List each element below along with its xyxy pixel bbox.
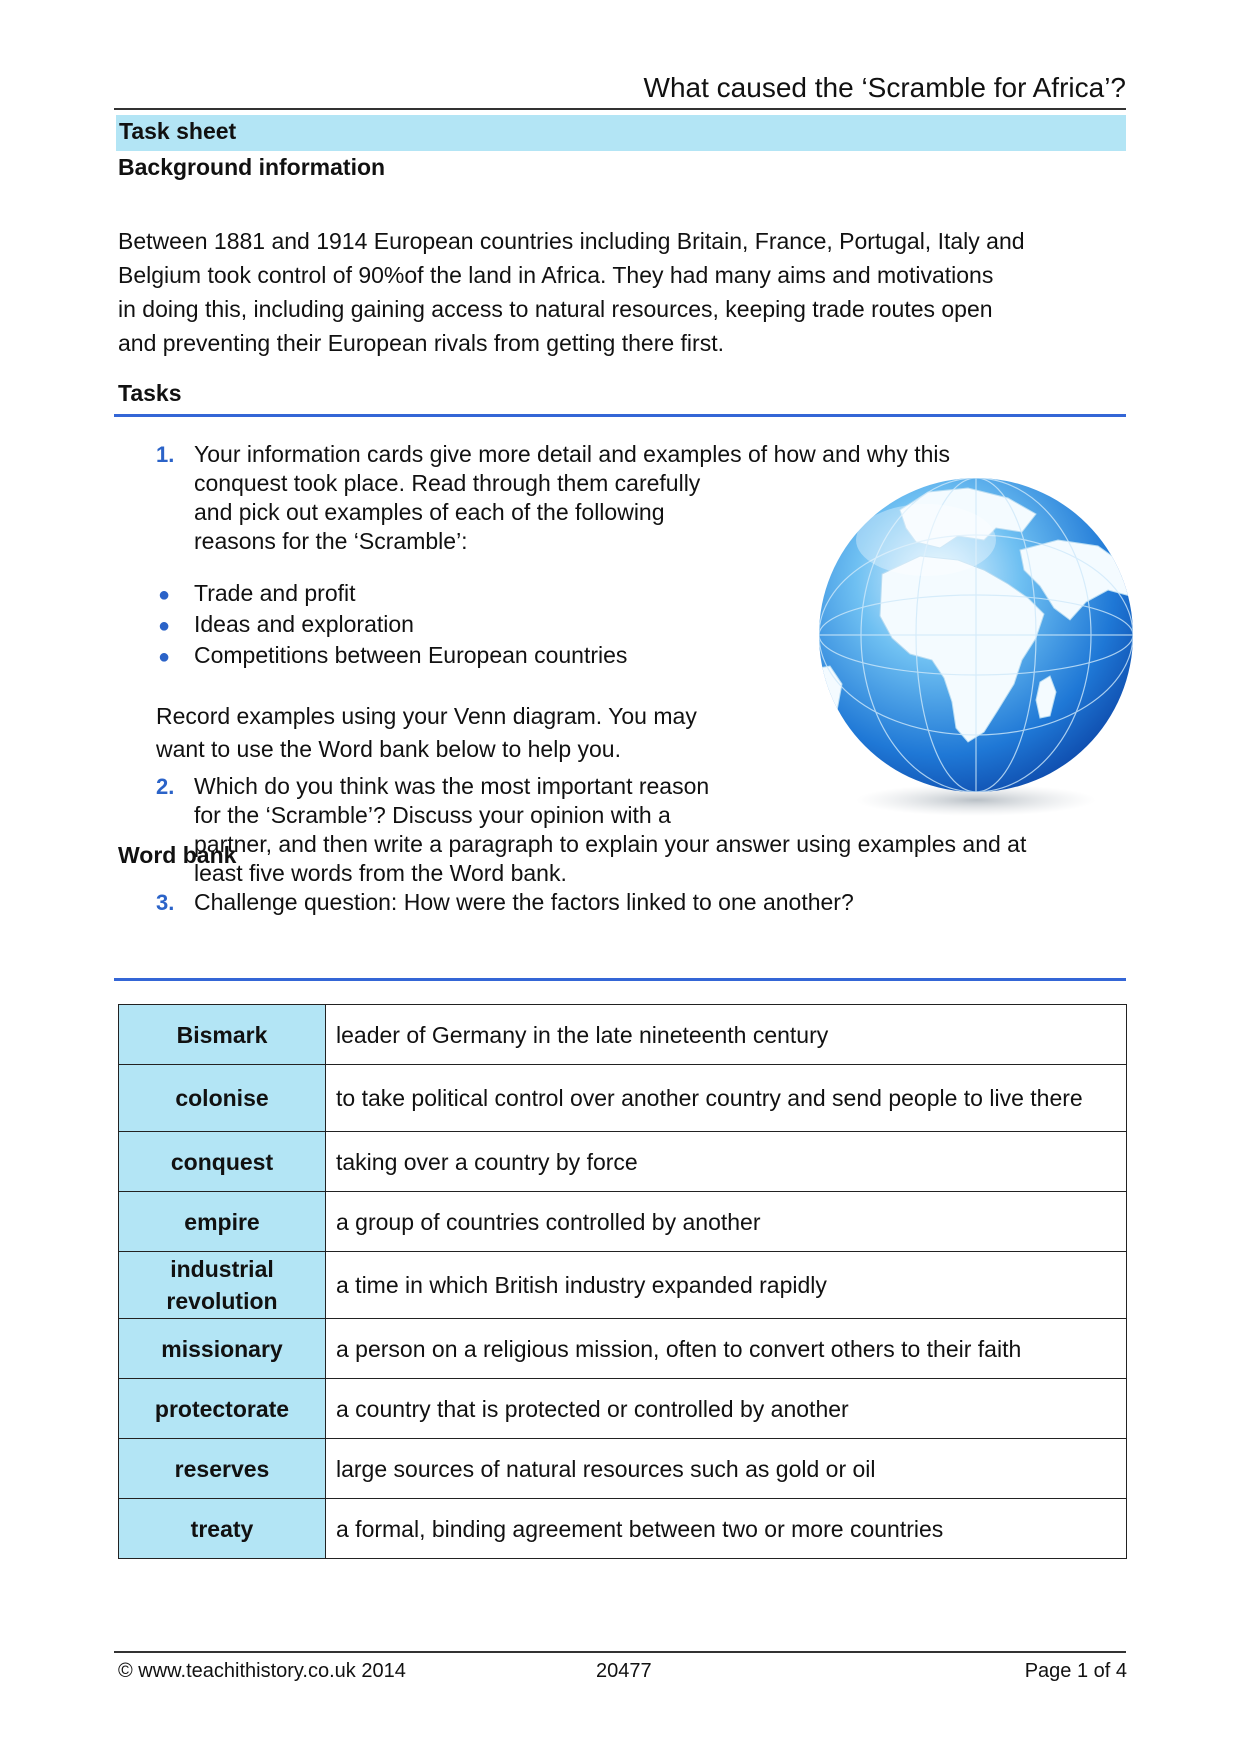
word-definition: a person on a religious mission, often to convert others to their faith <box>326 1319 1127 1379</box>
bullet-icon: ● <box>158 646 171 668</box>
task-2-line: Which do you think was the most important reason <box>194 773 710 799</box>
table-row <box>119 1192 1127 1252</box>
background-text <box>118 224 1128 360</box>
task-sheet-label: Task sheet <box>119 118 237 144</box>
footer-page-number: Page 1 of 4 <box>1024 1660 1127 1682</box>
bullet-item: Trade and profit <box>194 580 356 606</box>
task-3-number: 3. <box>156 890 175 915</box>
word-term: Bismark <box>119 1005 326 1065</box>
footer-code: 20477 <box>596 1660 652 1682</box>
word-term: colonise <box>119 1065 326 1132</box>
table-row <box>119 1252 1127 1319</box>
tasks-rule <box>114 414 1126 417</box>
task-2-number: 2. <box>156 774 175 799</box>
title-rule <box>114 108 1126 110</box>
task-1-line: conquest took place. Read through them carefully <box>194 470 701 496</box>
task-1-number: 1. <box>156 442 175 467</box>
bullet-icon: ● <box>158 615 171 637</box>
background-line: and preventing their European rivals from getting there first. <box>118 330 724 356</box>
record-text <box>156 700 697 766</box>
task-sheet-bar <box>116 115 1126 151</box>
word-definition: a group of countries controlled by another <box>326 1192 1127 1252</box>
footer-rule <box>114 1651 1126 1653</box>
task-3-text: Challenge question: How were the factors linked to one another? <box>194 889 854 915</box>
task-2-line: least five words from the Word bank. <box>194 860 567 886</box>
task-2-line: for the ‘Scramble’? Discuss your opinion with a <box>194 802 671 828</box>
tasks-heading: Tasks <box>118 380 182 406</box>
task-2-line: partner, and then write a paragraph to explain your answer using examples and at <box>194 831 1027 857</box>
word-definition: large sources of natural resources such as gold or oil <box>326 1439 1127 1499</box>
table-row <box>119 1379 1127 1439</box>
table-row <box>119 1319 1127 1379</box>
task-1-line: and pick out examples of each of the following <box>194 499 665 525</box>
record-line: want to use the Word bank below to help you. <box>156 736 621 762</box>
word-term: reserves <box>119 1439 326 1499</box>
table-row <box>119 1065 1127 1132</box>
bullet-icon: ● <box>158 584 171 606</box>
word-term: conquest <box>119 1132 326 1192</box>
word-term: industrial revolution <box>119 1252 326 1319</box>
word-bank-table <box>118 1004 1127 1559</box>
word-definition: to take political control over another country and send people to live there <box>326 1065 1127 1132</box>
background-line: Between 1881 and 1914 European countries including Britain, France, Portugal, Italy and <box>118 228 1025 254</box>
word-definition: a formal, binding agreement between two or more countries <box>326 1499 1127 1559</box>
bullet-item: Competitions between European countries <box>194 642 628 668</box>
page-title: What caused the ‘Scramble for Africa’? <box>643 72 1126 103</box>
word-definition: taking over a country by force <box>326 1132 1127 1192</box>
bullet-item: Ideas and exploration <box>194 611 414 637</box>
word-bank-heading: Word bank <box>118 842 237 868</box>
background-line: Belgium took control of 90%of the land in Africa. They had many aims and motivations <box>118 262 994 288</box>
background-heading: Background information <box>118 154 386 180</box>
table-row <box>119 1439 1127 1499</box>
table-row <box>119 1499 1127 1559</box>
word-term: empire <box>119 1192 326 1252</box>
word-definition: leader of Germany in the late nineteenth century <box>326 1005 1127 1065</box>
globe-icon <box>808 470 1148 820</box>
word-definition: a time in which British industry expanded rapidly <box>326 1252 1127 1319</box>
background-line: in doing this, including gaining access to natural resources, keeping trade routes open <box>118 296 993 322</box>
word-term: treaty <box>119 1499 326 1559</box>
word-term: protectorate <box>119 1379 326 1439</box>
task-1-line: reasons for the ‘Scramble’: <box>194 528 468 554</box>
task-1-line: Your information cards give more detail and examples of how and why this <box>194 441 951 467</box>
word-term: missionary <box>119 1319 326 1379</box>
footer-copyright: © www.teachithistory.co.uk 2014 <box>118 1660 406 1682</box>
record-line: Record examples using your Venn diagram. You may <box>156 703 697 729</box>
word-definition: a country that is protected or controlled by another <box>326 1379 1127 1439</box>
table-row <box>119 1005 1127 1065</box>
table-row <box>119 1132 1127 1192</box>
word-bank-rule <box>114 978 1126 981</box>
